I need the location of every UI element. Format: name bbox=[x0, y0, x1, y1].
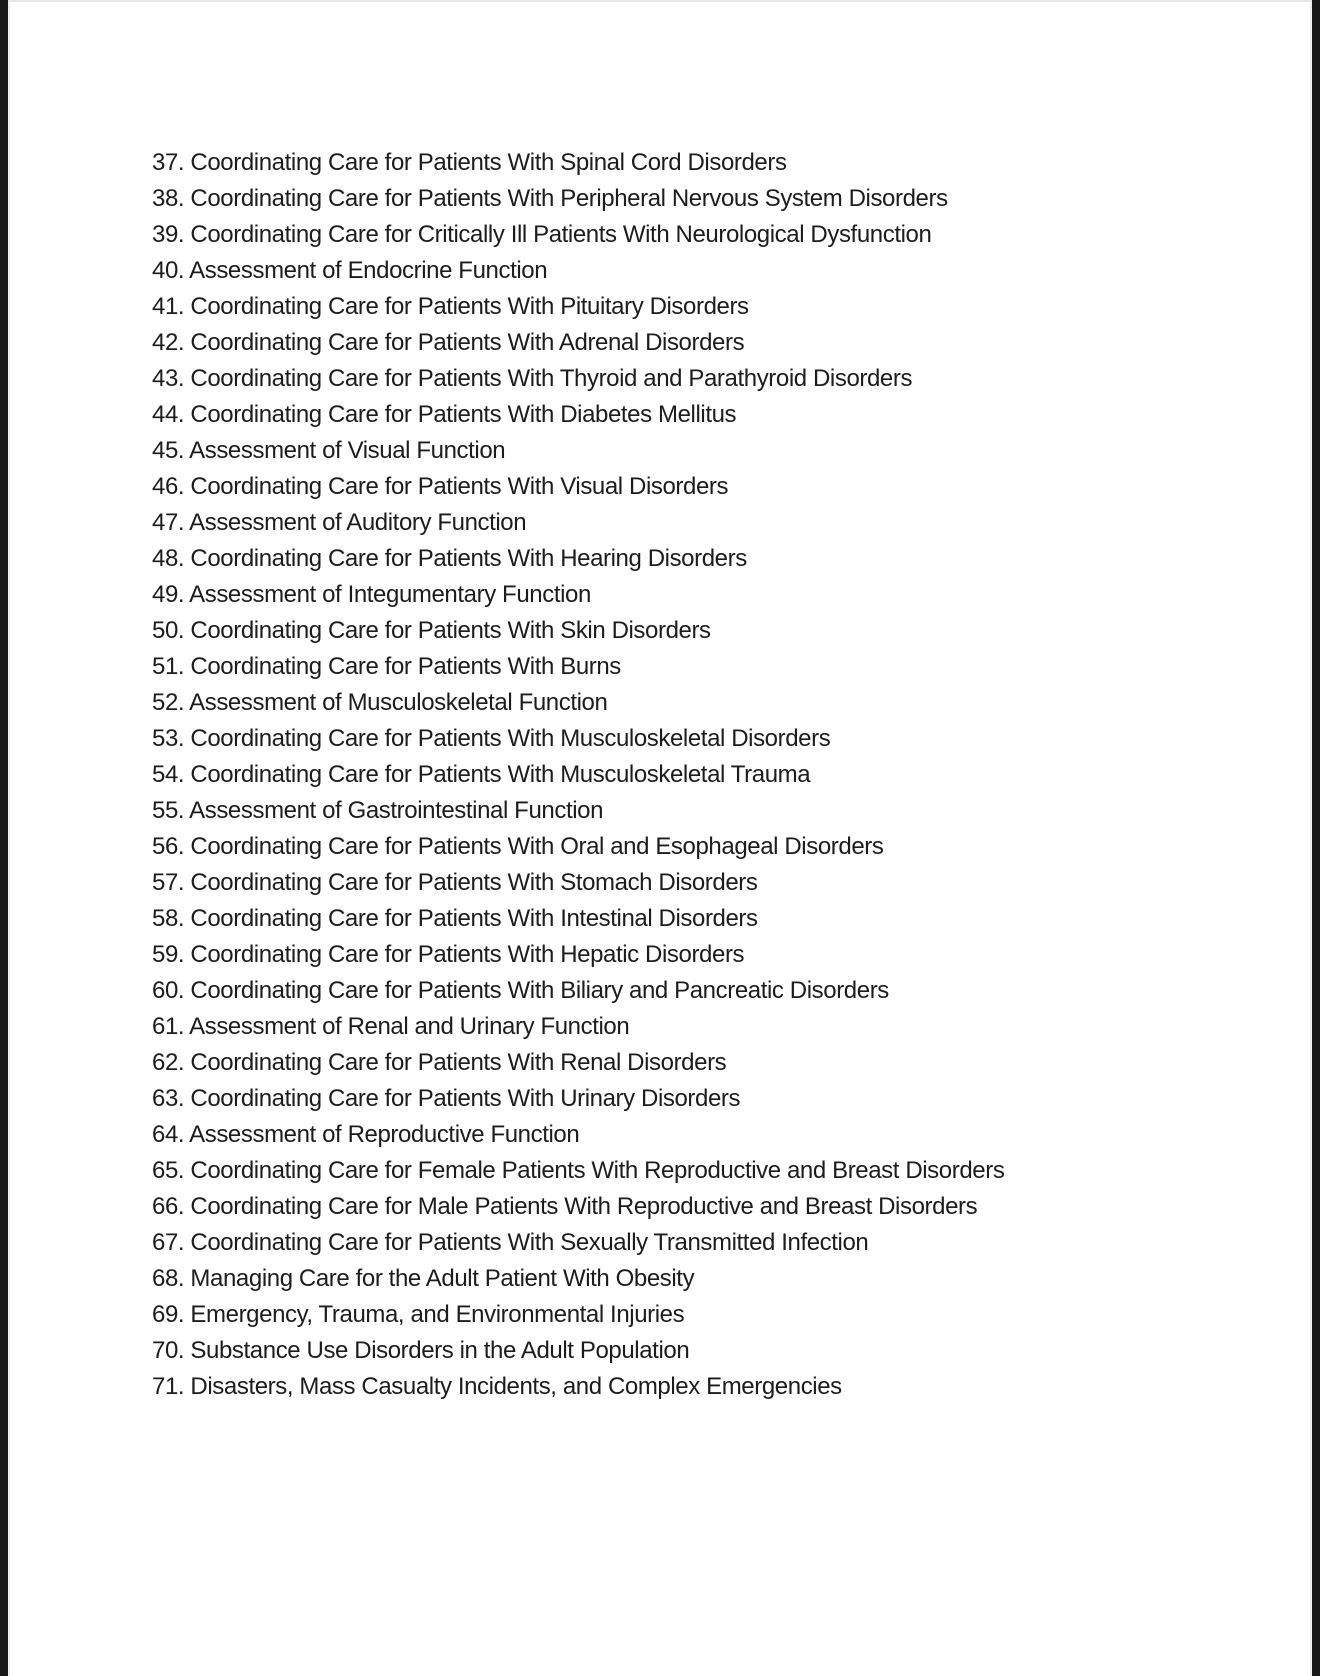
chapter-list-item: 59. Coordinating Care for Patients With Hepatic Disorders bbox=[152, 941, 745, 968]
viewer-edge-left bbox=[0, 0, 8, 1676]
chapter-list-item: 44. Coordinating Care for Patients With Diabetes Mellitus bbox=[152, 401, 737, 428]
chapter-list-item: 56. Coordinating Care for Patients With Oral and Esophageal Disorders bbox=[152, 833, 884, 860]
chapter-list-item: 45. Assessment of Visual Function bbox=[152, 437, 506, 464]
chapter-list-item: 49. Assessment of Integumentary Function bbox=[152, 581, 591, 608]
chapter-list bbox=[152, 145, 1172, 1405]
chapter-list-item: 55. Assessment of Gastrointestinal Function bbox=[152, 797, 604, 824]
chapter-list-item: 37. Coordinating Care for Patients With Spinal Cord Disorders bbox=[152, 149, 787, 176]
chapter-list-item: 39. Coordinating Care for Critically Ill Patients With Neurological Dysfunction bbox=[152, 221, 932, 248]
chapter-list-item: 66. Coordinating Care for Male Patients With Reproductive and Breast Disorders bbox=[152, 1193, 978, 1220]
chapter-list-item: 43. Coordinating Care for Patients With Thyroid and Parathyroid Disorders bbox=[152, 365, 913, 392]
chapter-list-item: 61. Assessment of Renal and Urinary Function bbox=[152, 1013, 630, 1040]
chapter-list-item: 68. Managing Care for the Adult Patient With Obesity bbox=[152, 1265, 695, 1292]
chapter-list-item: 51. Coordinating Care for Patients With Burns bbox=[152, 653, 621, 680]
chapter-list-item: 71. Disasters, Mass Casualty Incidents, and Complex Emergencies bbox=[152, 1373, 842, 1400]
chapter-list-item: 63. Coordinating Care for Patients With Urinary Disorders bbox=[152, 1085, 741, 1112]
chapter-list-item: 52. Assessment of Musculoskeletal Function bbox=[152, 689, 608, 716]
chapter-list-item: 42. Coordinating Care for Patients With Adrenal Disorders bbox=[152, 329, 745, 356]
chapter-list-item: 70. Substance Use Disorders in the Adult Population bbox=[152, 1337, 690, 1364]
chapter-list-item: 48. Coordinating Care for Patients With Hearing Disorders bbox=[152, 545, 747, 572]
chapter-list-item: 57. Coordinating Care for Patients With Stomach Disorders bbox=[152, 869, 758, 896]
chapter-list-item: 53. Coordinating Care for Patients With Musculoskeletal Disorders bbox=[152, 725, 831, 752]
chapter-list-item: 40. Assessment of Endocrine Function bbox=[152, 257, 548, 284]
document-page bbox=[10, 2, 1310, 1676]
chapter-list-item: 38. Coordinating Care for Patients With Peripheral Nervous System Disorders bbox=[152, 185, 948, 212]
chapter-list-item: 60. Coordinating Care for Patients With Biliary and Pancreatic Disorders bbox=[152, 977, 889, 1004]
chapter-list-item: 41. Coordinating Care for Patients With Pituitary Disorders bbox=[152, 293, 749, 320]
chapter-list-item: 67. Coordinating Care for Patients With Sexually Transmitted Infection bbox=[152, 1229, 869, 1256]
chapter-list-item: 62. Coordinating Care for Patients With Renal Disorders bbox=[152, 1049, 727, 1076]
chapter-list-item: 50. Coordinating Care for Patients With Skin Disorders bbox=[152, 617, 711, 644]
chapter-list-item: 46. Coordinating Care for Patients With Visual Disorders bbox=[152, 473, 729, 500]
page-edge-seam-right bbox=[1310, 0, 1312, 1676]
chapter-list-item: 69. Emergency, Trauma, and Environmental Injuries bbox=[152, 1301, 685, 1328]
chapter-list-item: 58. Coordinating Care for Patients With Intestinal Disorders bbox=[152, 905, 758, 932]
chapter-list-item: 64. Assessment of Reproductive Function bbox=[152, 1121, 580, 1148]
chapter-list-item: 65. Coordinating Care for Female Patients With Reproductive and Breast Disorders bbox=[152, 1157, 1005, 1184]
chapter-list-item: 47. Assessment of Auditory Function bbox=[152, 509, 527, 536]
viewer-edge-right bbox=[1312, 0, 1320, 1676]
chapter-list-item: 54. Coordinating Care for Patients With Musculoskeletal Trauma bbox=[152, 761, 811, 788]
